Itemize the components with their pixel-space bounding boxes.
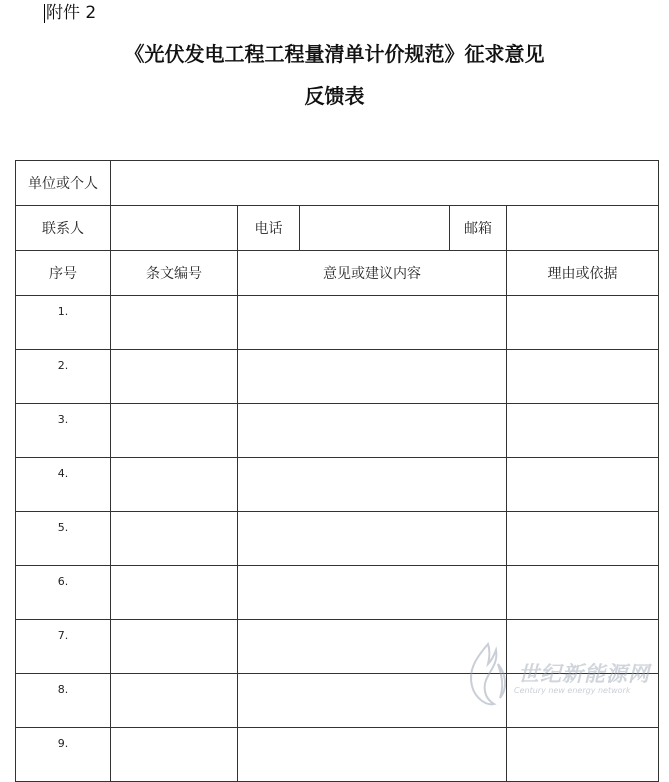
table-row — [16, 512, 659, 566]
opinion-cell[interactable] — [238, 458, 507, 512]
email-label: 邮箱 — [450, 206, 507, 251]
row-number: 1. — [16, 296, 111, 350]
table-row — [16, 296, 659, 350]
clause-cell[interactable] — [111, 728, 238, 782]
table-row — [16, 728, 659, 782]
reason-cell[interactable] — [507, 350, 659, 404]
reason-cell[interactable] — [507, 404, 659, 458]
document-title: 《光伏发电工程工程量清单计价规范》征求意见 — [124, 42, 545, 66]
opinion-cell[interactable] — [238, 566, 507, 620]
watermark-text: 世纪新能源网 — [518, 662, 650, 686]
row-number: 2. — [16, 350, 111, 404]
reason-cell[interactable] — [507, 728, 659, 782]
contact-input-cell[interactable] — [111, 206, 238, 251]
opinion-cell[interactable] — [238, 728, 507, 782]
clause-cell[interactable] — [111, 512, 238, 566]
table-row — [16, 620, 659, 674]
contact-row — [16, 206, 659, 251]
attachment-label: 附件 2 — [46, 3, 97, 23]
clause-cell[interactable] — [111, 620, 238, 674]
clause-cell[interactable] — [111, 350, 238, 404]
clause-cell[interactable] — [111, 566, 238, 620]
clause-cell[interactable] — [111, 296, 238, 350]
row-number: 5. — [16, 512, 111, 566]
reason-cell[interactable] — [507, 512, 659, 566]
clause-cell[interactable] — [111, 458, 238, 512]
opinion-cell[interactable] — [238, 296, 507, 350]
reason-cell[interactable] — [507, 620, 659, 674]
row-number: 7. — [16, 620, 111, 674]
contact-label: 联系人 — [16, 206, 111, 251]
table-row — [16, 404, 659, 458]
opinion-cell[interactable] — [238, 350, 507, 404]
document-subtitle: 反馈表 — [304, 84, 365, 108]
reason-cell[interactable] — [507, 566, 659, 620]
table-row — [16, 566, 659, 620]
unit-row — [16, 161, 659, 206]
text-cursor — [44, 4, 45, 23]
unit-label: 单位或个人 — [16, 161, 111, 206]
header-opinion: 意见或建议内容 — [238, 251, 507, 296]
reason-cell[interactable] — [507, 296, 659, 350]
watermark-subtext: Century new energy network — [514, 686, 631, 695]
row-number: 8. — [16, 674, 111, 728]
header-serial: 序号 — [16, 251, 111, 296]
phone-input-cell[interactable] — [300, 206, 450, 251]
opinion-cell[interactable] — [238, 512, 507, 566]
opinion-cell[interactable] — [238, 404, 507, 458]
row-number: 6. — [16, 566, 111, 620]
table-row — [16, 350, 659, 404]
header-clause-number: 条文编号 — [111, 251, 238, 296]
feedback-form-table — [15, 160, 659, 782]
reason-cell[interactable] — [507, 458, 659, 512]
reason-cell[interactable] — [507, 674, 659, 728]
opinion-cell[interactable] — [238, 674, 507, 728]
table-row — [16, 674, 659, 728]
clause-cell[interactable] — [111, 674, 238, 728]
row-number: 4. — [16, 458, 111, 512]
row-number: 9. — [16, 728, 111, 782]
opinion-cell[interactable] — [238, 620, 507, 674]
phone-label: 电话 — [238, 206, 300, 251]
header-reason: 理由或依据 — [507, 251, 659, 296]
header-row — [16, 251, 659, 296]
unit-input-cell[interactable] — [111, 161, 659, 206]
clause-cell[interactable] — [111, 404, 238, 458]
row-number: 3. — [16, 404, 111, 458]
table-row — [16, 458, 659, 512]
email-input-cell[interactable] — [507, 206, 659, 251]
